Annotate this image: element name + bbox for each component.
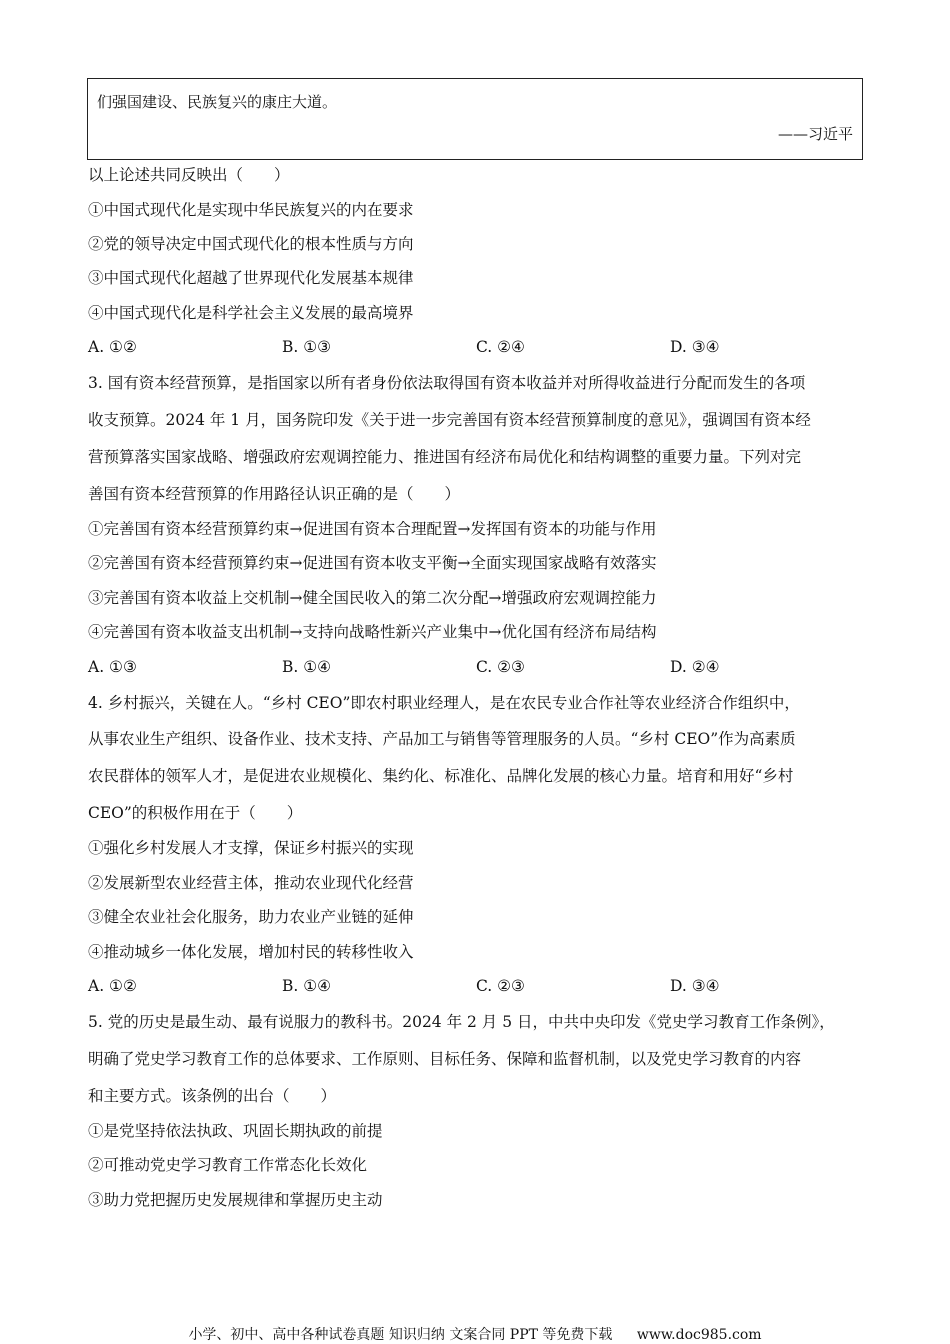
footer-text: 小学、初中、高中各种试卷真题 知识归纳 文案合同 PPT 等免费下载 xyxy=(188,1327,613,1343)
q5-stem-line-3: 和主要方式。该条例的出台（ ） xyxy=(88,1087,337,1105)
q2-statement-2: ②党的领导决定中国式现代化的根本性质与方向 xyxy=(88,235,414,253)
q4-option-c: C. ②③ xyxy=(476,977,525,995)
q3-option-d: D. ②④ xyxy=(670,658,720,676)
q5-statement-1: ①是党坚持依法执政、巩固长期执政的前提 xyxy=(88,1122,383,1140)
q2-option-b: B. ①③ xyxy=(282,338,332,356)
q3-stem-line-4: 善国有资本经营预算的作用路径认识正确的是（ ） xyxy=(88,485,461,503)
q3-stem-line-2: 收支预算。2024 年 1 月，国务院印发《关于进一步完善国有资本经营预算制度的意见》，强调国有资本经 xyxy=(88,411,811,429)
q3-statement-3: ③完善国有资本收益上交机制→健全国民收入的第二次分配→增强政府宏观调控能力 xyxy=(88,589,657,607)
q2-options xyxy=(88,337,868,357)
q2-option-d: D. ③④ xyxy=(670,338,720,356)
q2-option-a: A. ①② xyxy=(88,338,137,356)
q4-statement-2: ②发展新型农业经营主体，推动农业现代化经营 xyxy=(88,874,414,892)
q5-statement-3: ③助力党把握历史发展规律和掌握历史主动 xyxy=(88,1191,383,1209)
quote-box xyxy=(87,78,863,160)
q2-statement-4: ④中国式现代化是科学社会主义发展的最高境界 xyxy=(88,304,414,322)
q4-stem-line-1: 4. 乡村振兴，关键在人。“乡村 CEO”即农村职业经理人，是在农民专业合作社等农业经济合作组织中， xyxy=(88,694,800,712)
q3-option-a: A. ①③ xyxy=(88,658,137,676)
quote-text: 们强国建设、民族复兴的康庄大道。 xyxy=(97,93,338,111)
q3-option-b: B. ①④ xyxy=(282,658,332,676)
q4-stem-line-3: 农民群体的领军人才，是促进农业规模化、集约化、标准化、品牌化发展的核心力量。培育和用好“乡村 xyxy=(88,767,794,785)
q2-statement-3: ③中国式现代化超越了世界现代化发展基本规律 xyxy=(88,269,414,287)
q3-statement-4: ④完善国有资本收益支出机制→支持向战略性新兴产业集中→优化国有经济布局结构 xyxy=(88,623,657,641)
q4-statement-1: ①强化乡村发展人才支撑，保证乡村振兴的实现 xyxy=(88,839,414,857)
q4-stem-line-4: CEO”的积极作用在于（ ） xyxy=(88,804,303,822)
q4-option-b: B. ①④ xyxy=(282,977,332,995)
q2-option-c: C. ②④ xyxy=(476,338,525,356)
q5-stem-line-2: 明确了党史学习教育工作的总体要求、工作原则、目标任务、保障和监督机制，以及党史学习教育的内容 xyxy=(88,1050,802,1068)
q3-statement-1: ①完善国有资本经营预算约束→促进国有资本合理配置→发挥国有资本的功能与作用 xyxy=(88,520,657,538)
q5-stem-line-1: 5. 党的历史是最生动、最有说服力的教科书。2024 年 2 月 5 日，中共中央印发《党史学习教育工作条例》， xyxy=(88,1013,835,1031)
q4-options xyxy=(88,976,868,996)
q4-statement-3: ③健全农业社会化服务，助力农业产业链的延伸 xyxy=(88,908,414,926)
q4-stem-line-2: 从事农业生产组织、设备作业、技术支持、产品加工与销售等管理服务的人员。“乡村 CEO”作为高素质 xyxy=(88,730,796,748)
quote-source: ——习近平 xyxy=(777,125,853,143)
q4-statement-4: ④推动城乡一体化发展，增加村民的转移性收入 xyxy=(88,943,414,961)
footer-link[interactable]: www.doc985.com xyxy=(636,1327,762,1343)
q4-option-d: D. ③④ xyxy=(670,977,720,995)
q2-statement-1: ①中国式现代化是实现中华民族复兴的内在要求 xyxy=(88,201,414,219)
page-footer xyxy=(0,1324,950,1344)
q4-option-a: A. ①② xyxy=(88,977,137,995)
q3-stem-line-1: 3. 国有资本经营预算，是指国家以所有者身份依法取得国有资本收益并对所得收益进行分配而发生的各项 xyxy=(88,374,806,392)
q5-statement-2: ②可推动党史学习教育工作常态化长效化 xyxy=(88,1156,368,1174)
q3-options xyxy=(88,657,868,677)
q3-option-c: C. ②③ xyxy=(476,658,525,676)
q2-stem: 以上论述共同反映出（ ） xyxy=(88,166,290,184)
q3-stem-line-3: 营预算落实国家战略、增强政府宏观调控能力、推进国有经济布局优化和结构调整的重要力量。下列对完 xyxy=(88,448,802,466)
q3-statement-2: ②完善国有资本经营预算约束→促进国有资本收支平衡→全面实现国家战略有效落实 xyxy=(88,554,657,572)
